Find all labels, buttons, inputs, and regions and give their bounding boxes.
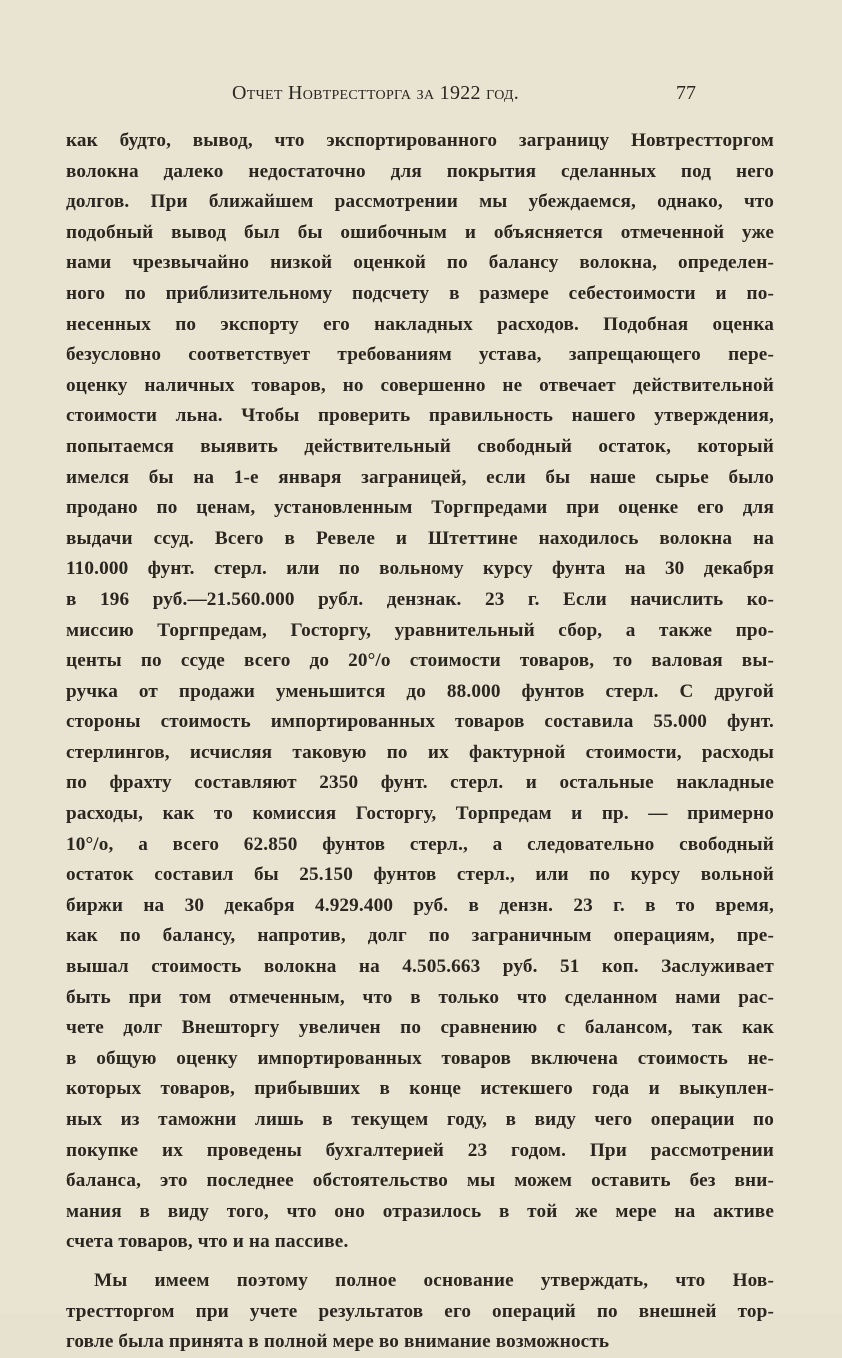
text-line: 10°/о, а всего 62.850 фунтов стерл., а следовательно свободный: [66, 833, 774, 855]
text-line: покупке их проведены бухгалтерией 23 годом. При рассмотрении: [66, 1139, 774, 1161]
text-line: стерлингов, исчисляя таковую по их фактурной стоимости, расходы: [66, 741, 774, 763]
text-line: миссию Торгпредам, Госторгу, уравнительный сбор, а также про-: [66, 619, 774, 641]
text-line: стороны стоимость импортированных товаров составила 55.000 фунт.: [66, 711, 774, 733]
text-line: 110.000 фунт. стерл. или по вольному курсу фунта на 30 декабря: [66, 558, 774, 580]
body-text: [66, 126, 774, 1358]
text-line: трестторгом при учете результатов его операций по внешней тор-: [66, 1300, 774, 1322]
text-line: ручка от продажи уменьшится до 88.000 фунтов стерл. С другой: [66, 680, 774, 702]
text-line: продано по ценам, установленным Торгпредами при оценке его для: [66, 497, 774, 519]
text-line: говле была принята в полной мере во внимание возможность: [66, 1331, 610, 1353]
text-line: выдачи ссуд. Всего в Ревеле и Штеттине находилось волокна на: [66, 527, 774, 549]
text-line: подобный вывод был бы ошибочным и объясняется отмеченной уже: [66, 221, 774, 243]
text-line: долгов. При ближайшем рассмотрении мы убеждаемся, однако, что: [66, 191, 774, 213]
text-line: волокна далеко недостаточно для покрытия сделанных под него: [66, 160, 774, 182]
text-line: несенных по экспорту его накладных расходов. Подобная оценка: [66, 313, 774, 335]
text-line: по фрахту составляют 2350 фунт. стерл. и остальные накладные: [66, 772, 774, 794]
text-line: вышал стоимость волокна на 4.505.663 руб. 51 коп. Заслуживает: [66, 956, 774, 978]
text-line: стоимости льна. Чтобы проверить правильность нашего утверждения,: [66, 405, 774, 427]
text-line: ных из таможни лишь в текущем году, в виду чего операции по: [66, 1109, 774, 1130]
text-line: попытаемся выявить действительный свободный остаток, который: [66, 435, 774, 457]
text-line: баланса, это последнее обстоятельство мы можем оставить без вни-: [66, 1170, 774, 1192]
paragraph: [66, 1266, 774, 1358]
text-line: счета товаров, что и на пассиве.: [66, 1231, 349, 1253]
text-line: биржи на 30 декабря 4.929.400 руб. в дензн. 23 г. в то время,: [66, 894, 774, 916]
text-line: расходы, как то комиссия Госторгу, Торпредам и пр. — примерно: [66, 803, 774, 825]
paragraph: [66, 126, 774, 1258]
text-line: чете долг Внешторгу увеличен по сравнению с балансом, так как: [66, 1017, 774, 1039]
paragraph-gap: [66, 1258, 774, 1266]
text-line: быть при том отмеченным, что в только что сделанном нами рас-: [66, 986, 774, 1008]
text-line: остаток составил бы 25.150 фунтов стерл., или по курсу вольной: [66, 864, 774, 886]
text-line: как будто, вывод, что экспортированного заграницу Новтрестторгом: [66, 130, 774, 151]
running-title: Отчет Новтрестторга за 1922 год.: [232, 82, 520, 104]
text-line: как по балансу, напротив, долг по заграничным операциям, пре-: [66, 925, 774, 947]
text-line: которых товаров, прибывших в конце истекшего года и выкуплен-: [66, 1078, 774, 1100]
text-line: оценку наличных товаров, но совершенно не отвечает действительной: [66, 374, 774, 396]
page-header: [0, 82, 842, 116]
text-line: мания в виду того, что оно отразилось в той же мере на активе: [66, 1200, 774, 1222]
text-line: безусловно соответствует требованиям устава, запрещающего пере-: [66, 344, 774, 366]
text-line: ного по приблизительному подсчету в размере себестоимости и по-: [66, 282, 774, 304]
text-line: имелся бы на 1-е января заграницей, если бы наше сырье было: [66, 466, 774, 488]
text-line: в общую оценку импортированных товаров включена стоимость не-: [66, 1047, 774, 1069]
text-line: Мы имеем поэтому полное основание утверждать, что Нов-: [94, 1269, 774, 1291]
text-line: центы по ссуде всего до 20°/о стоимости товаров, то валовая вы-: [66, 650, 774, 672]
text-line: в 196 руб.—21.560.000 рубл. дензнак. 23 г. Если начислить ко-: [66, 588, 774, 610]
text-line: нами чрезвычайно низкой оценкой по балансу волокна, определен-: [66, 252, 774, 274]
page-number: 77: [676, 82, 696, 104]
